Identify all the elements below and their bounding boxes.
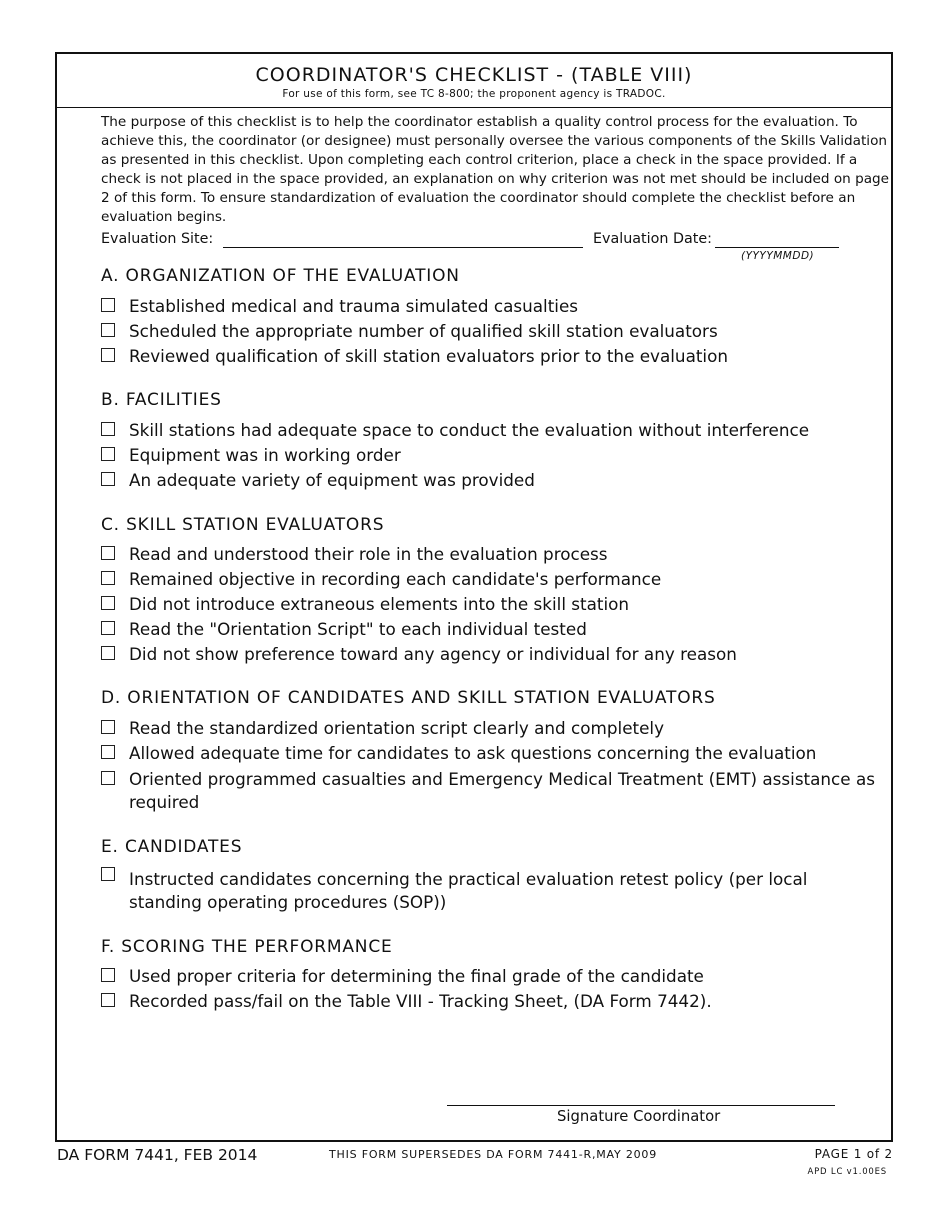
evaluation-date-format-hint: (YYYYMMDD) — [741, 250, 815, 262]
page-number: PAGE 1 of 2 — [814, 1147, 893, 1161]
section-c-heading: C. SKILL STATION EVALUATORS — [101, 515, 385, 535]
evaluation-date-field[interactable] — [715, 247, 839, 248]
checklist-item — [101, 445, 881, 467]
checklist-item-text: Remained objective in recording each candidate's performance — [129, 569, 662, 589]
checklist-item-text: Skill stations had adequate space to conduct the evaluation without interference — [129, 420, 810, 440]
checklist-item-text: Read and understood their role in the evaluation process — [129, 544, 608, 564]
section-e-heading: E. CANDIDATES — [101, 837, 243, 857]
intro-paragraph: The purpose of this checklist is to help the coordinator establish a quality control process for the evaluation. To achieve this, the coordinator (or designee) must personally oversee the various components of the Skills Validation as presented in this checklist. Upon completing each control criterion, place a check in the space provided. If a check is not placed in the space provided, an explanation on why criterion was not met should be included on page 2 of this form. To ensure standardization of evaluation the coordinator should complete the checklist before an evaluation begins. — [101, 114, 890, 225]
checklist-item — [101, 718, 881, 740]
checklist-item-text: Reviewed qualification of skill station evaluators prior to the evaluation — [129, 346, 728, 366]
form-header — [57, 54, 891, 108]
checklist-item-text: Instructed candidates concerning the practical evaluation retest policy (per local standing operating procedures (SOP)) — [129, 869, 808, 912]
checkbox[interactable] — [101, 571, 115, 585]
checkbox[interactable] — [101, 745, 115, 759]
checkbox[interactable] — [101, 472, 115, 486]
checklist-item — [101, 569, 881, 591]
checklist-item-text: Did not introduce extraneous elements into the skill station — [129, 594, 630, 614]
checklist-item — [101, 991, 881, 1013]
checkbox[interactable] — [101, 348, 115, 362]
checklist-item-text: Equipment was in working order — [129, 445, 401, 465]
checkbox[interactable] — [101, 546, 115, 560]
checkbox[interactable] — [101, 646, 115, 660]
checklist-item — [101, 544, 881, 566]
checklist-item-text: Established medical and trauma simulated casualties — [129, 296, 579, 316]
checkbox[interactable] — [101, 323, 115, 337]
checklist-item-text: Scheduled the appropriate number of qualified skill station evaluators — [129, 321, 718, 341]
checklist-item — [101, 966, 881, 988]
supersedes-note: THIS FORM SUPERSEDES DA FORM 7441-R,MAY 2009 — [329, 1148, 658, 1161]
form-subtitle: For use of this form, see TC 8-800; the proponent agency is TRADOC. — [282, 88, 666, 100]
section-f-heading: F. SCORING THE PERFORMANCE — [101, 937, 393, 957]
version-label: APD LC v1.00ES — [807, 1167, 887, 1177]
checkbox[interactable] — [101, 720, 115, 734]
checklist-item — [101, 743, 881, 765]
evaluation-site-label: Evaluation Site: — [101, 231, 214, 247]
checklist-item — [101, 296, 881, 318]
checklist-item — [101, 769, 881, 813]
checklist-item-text: Used proper criteria for determining the final grade of the candidate — [129, 966, 704, 986]
form-number: DA FORM 7441, FEB 2014 — [57, 1146, 258, 1164]
checkbox[interactable] — [101, 298, 115, 312]
checkbox[interactable] — [101, 621, 115, 635]
checklist-item-text: Read the "Orientation Script" to each individual tested — [129, 619, 587, 639]
evaluation-date-label: Evaluation Date: — [593, 231, 712, 247]
checklist-item — [101, 594, 881, 616]
checklist-item-text: Allowed adequate time for candidates to ask questions concerning the evaluation — [129, 743, 817, 763]
checkbox[interactable] — [101, 596, 115, 610]
checklist-item — [101, 470, 881, 492]
checklist-item — [101, 619, 881, 641]
signature-label: Signature Coordinator — [557, 1108, 721, 1125]
checklist-item — [101, 321, 881, 343]
checklist-item-text: An adequate variety of equipment was provided — [129, 470, 535, 490]
checkbox[interactable] — [101, 447, 115, 461]
checklist-item — [101, 644, 881, 666]
form-frame — [55, 52, 893, 1142]
checkbox[interactable] — [101, 993, 115, 1007]
section-d-heading: D. ORIENTATION OF CANDIDATES AND SKILL STATION EVALUATORS — [101, 688, 716, 708]
checkbox[interactable] — [101, 968, 115, 982]
checklist-item-text: Recorded pass/fail on the Table VIII - Tracking Sheet, (DA Form 7442). — [129, 991, 712, 1011]
checklist-item — [101, 420, 881, 442]
form-title: COORDINATOR'S CHECKLIST - (TABLE VIII) — [255, 64, 693, 86]
checklist-item-text: Oriented programmed casualties and Emergency Medical Treatment (EMT) assistance as required — [129, 769, 875, 812]
checklist-item — [101, 868, 881, 914]
checkbox[interactable] — [101, 867, 115, 881]
checkbox[interactable] — [101, 422, 115, 436]
evaluation-site-field[interactable] — [223, 247, 583, 248]
section-b-heading: B. FACILITIES — [101, 390, 222, 410]
section-a-heading: A. ORGANIZATION OF THE EVALUATION — [101, 266, 460, 286]
signature-line[interactable] — [447, 1105, 835, 1106]
checkbox[interactable] — [101, 771, 115, 785]
checklist-item-text: Read the standardized orientation script clearly and completely — [129, 718, 665, 738]
checklist-item-text: Did not show preference toward any agency or individual for any reason — [129, 644, 737, 664]
checklist-item — [101, 346, 881, 368]
